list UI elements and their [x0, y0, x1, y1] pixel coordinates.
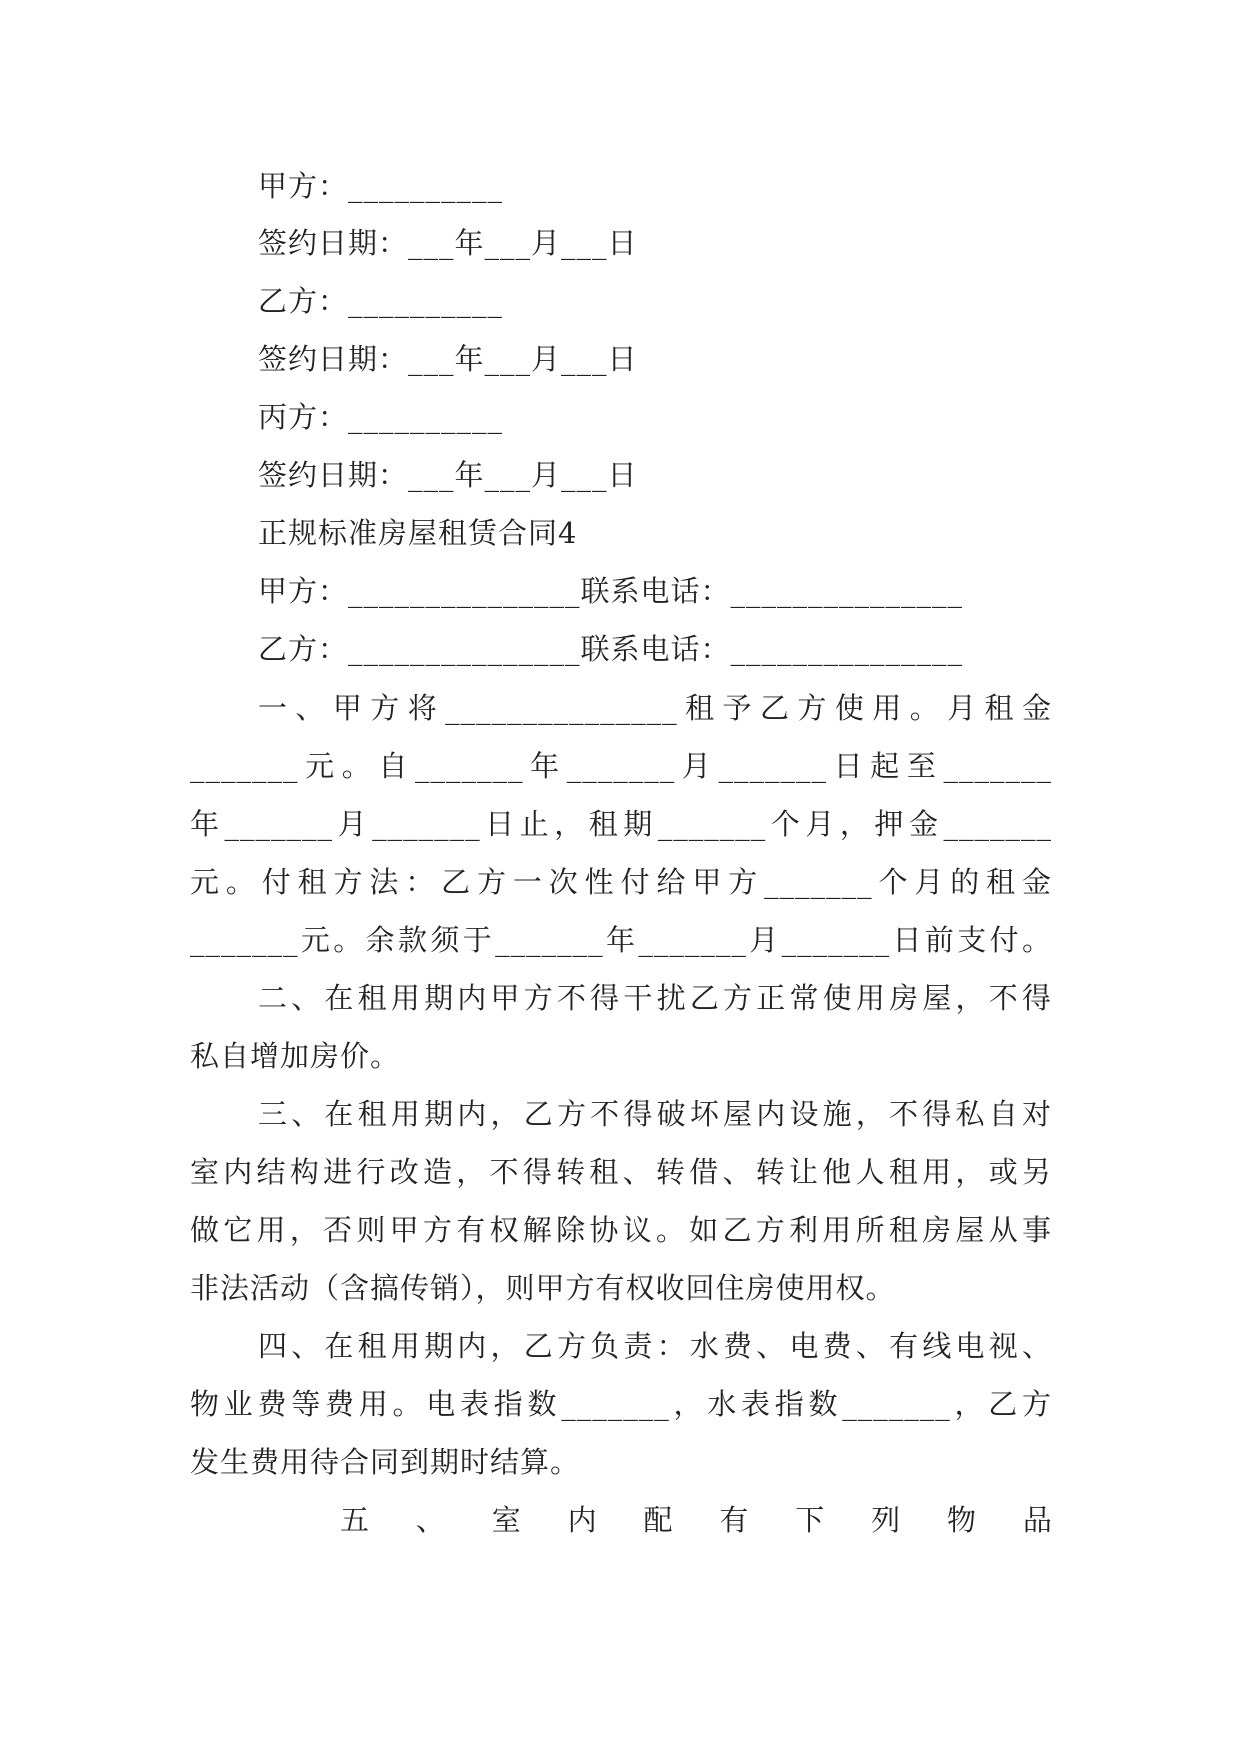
- clause4-line: 发生费用待合同到期时结算。: [190, 1445, 581, 1479]
- contract-title: 正规标准房屋租赁合同4: [258, 516, 578, 550]
- signature-party-b: 乙方：__________: [258, 284, 504, 318]
- clause1-line: 一、甲方将_______________租予乙方使用。月租金: [258, 691, 1052, 725]
- clause5-char: 五: [340, 1503, 370, 1537]
- clause5-char: 列: [871, 1503, 901, 1537]
- clause1-line: _______元。自_______年_______月_______日起至_______: [190, 749, 1052, 783]
- clause5-char: 室: [491, 1503, 521, 1537]
- clause3-line: 三、在租用期内，乙方不得破坏屋内设施，不得私自对: [258, 1097, 1052, 1131]
- signature-party-a: 甲方：__________: [258, 169, 504, 203]
- clause5-char: 、: [415, 1503, 445, 1537]
- clause3-line: 室内结构进行改造，不得转租、转借、转让他人租用，或另: [190, 1155, 1052, 1189]
- clause5-char: 下: [795, 1503, 825, 1537]
- clause5-char: 品: [1022, 1503, 1052, 1537]
- signature-date-c: 签约日期：___年___月___日: [258, 458, 638, 492]
- party-b-contact: 乙方：_______________联系电话：_______________: [258, 632, 964, 666]
- signature-date-b: 签约日期：___年___月___日: [258, 342, 638, 376]
- clause4-line: 物业费等费用。电表指数_______，水表指数_______，乙方: [190, 1387, 1052, 1421]
- clause5-char: 配: [643, 1503, 673, 1537]
- clause2-line: 二、在租用期内甲方不得干扰乙方正常使用房屋，不得: [258, 981, 1052, 1015]
- clause1-line: 元。付租方法：乙方一次性付给甲方_______个月的租金: [190, 865, 1052, 899]
- clause1-line: 年_______月_______日止，租期_______个月，押金_______: [190, 807, 1052, 841]
- clause5-heading: [340, 1500, 1052, 1540]
- signature-date-a: 签约日期：___年___月___日: [258, 226, 638, 260]
- clause3-line: 非法活动（含搞传销），则甲方有权收回住房使用权。: [190, 1271, 896, 1305]
- clause5-char: 内: [567, 1503, 597, 1537]
- clause1-line: _______元。余款须于_______年_______月_______日前支付。: [190, 923, 1052, 957]
- clause3-line: 做它用，否则甲方有权解除协议。如乙方利用所租房屋从事: [190, 1213, 1052, 1247]
- clause2-line: 私自增加房价。: [190, 1039, 401, 1073]
- party-a-contact: 甲方：_______________联系电话：_______________: [258, 574, 964, 608]
- clause4-line: 四、在租用期内，乙方负责：水费、电费、有线电视、: [258, 1329, 1052, 1363]
- signature-party-c: 丙方：__________: [258, 400, 504, 434]
- clause5-char: 物: [947, 1503, 977, 1537]
- clause5-char: 有: [719, 1503, 749, 1537]
